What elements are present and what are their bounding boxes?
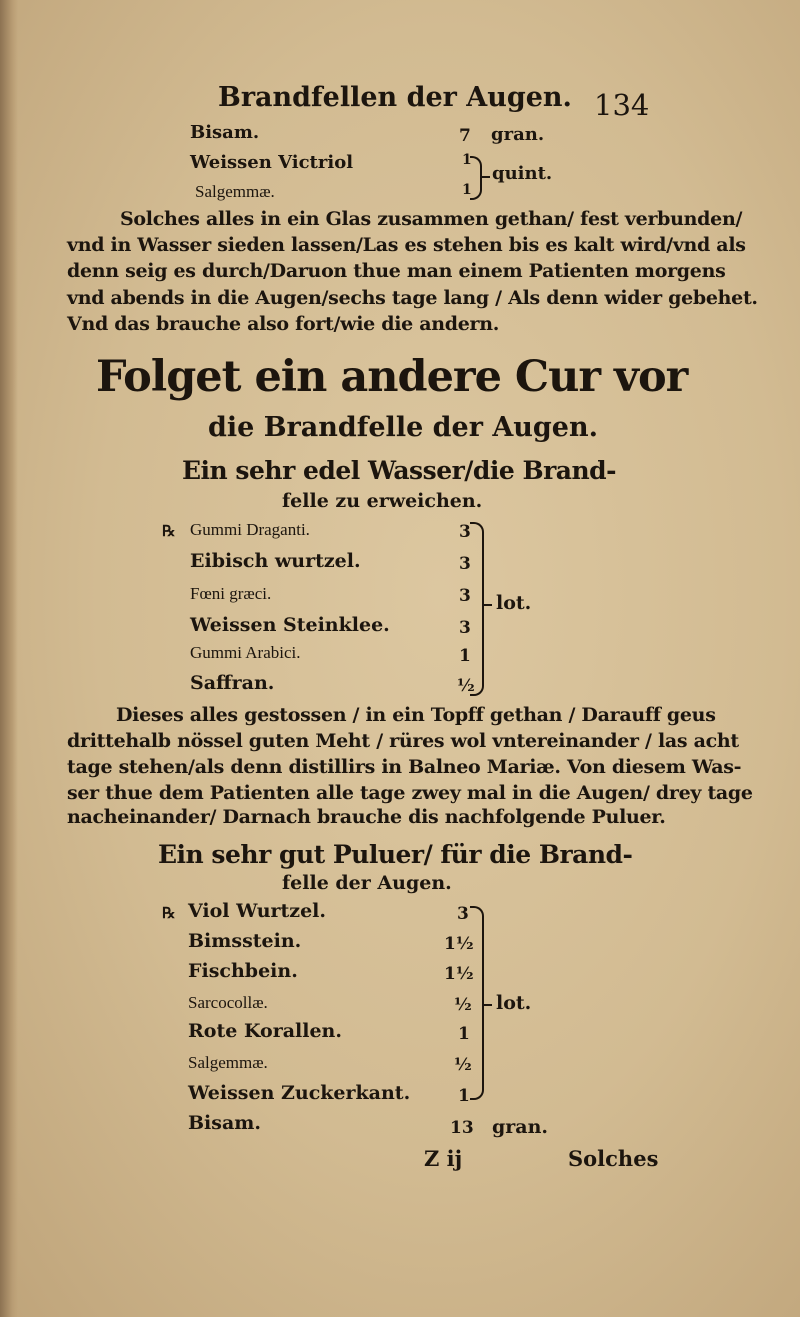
recipe-title-cont: felle zu erweichen. [282,490,483,512]
ingredient-qty: ½ [454,1055,472,1075]
ingredient-name: Bimsstein. [188,930,302,952]
ingredient-name: Eibisch wurtzel. [190,550,361,572]
paragraph-line: vnd in Wasser sieden lassen/Las es stehen bis es kalt wird/vnd als [67,234,746,256]
brace [470,522,484,696]
ingredient-qty: 1½ [444,934,474,954]
paragraph-line: ser thue dem Patienten alle tage zwey mal in die Augen/ drey tage [67,782,753,804]
ingredient-qty: 7 [459,126,471,146]
recipe-title: Ein sehr edel Wasser/die Brand- [182,456,617,485]
brace-point [482,1004,492,1006]
ingredient-qty: ½ [457,676,475,696]
brace-point [480,176,490,178]
running-title: Brandfellen der Augen. [218,82,572,113]
catchword: Solches [568,1146,659,1171]
ingredient-name: Salgemmæ. [188,1053,268,1072]
section-subheading: die Brandfelle der Augen. [208,412,598,443]
paragraph-line: Vnd das brauche also fort/wie die andern. [67,313,500,335]
paragraph-line: drittehalb nössel guten Meht / rüres wol vntereinander / las acht [67,730,739,752]
signature-mark: Z ij [424,1146,463,1171]
ingredient-name: Bisam. [190,122,260,143]
ingredient-name: Bisam. [188,1112,262,1134]
ingredient-qty: 1 [458,1086,470,1106]
unit-label: gran. [492,1116,549,1138]
ingredient-name: Gummi Draganti. [190,520,310,539]
ingredient-name: Viol Wurtzel. [188,900,327,922]
ingredient-name: Rote Korallen. [188,1020,342,1042]
ingredient-qty: 1 [462,152,472,168]
recipe-symbol: ℞ [162,904,176,922]
ingredient-name: Saffran. [190,672,275,694]
ingredient-qty: 3 [459,554,471,574]
ingredient-name: Weissen Victriol [190,152,354,173]
paragraph-line: tage stehen/als denn distillirs in Balneo Mariæ. Von diesem Was- [67,756,742,778]
recipe-title-cont: felle der Augen. [282,872,452,894]
ingredient-qty: 13 [450,1118,474,1138]
brace [470,156,482,200]
paragraph-line: nacheinander/ Darnach brauche dis nachfolgende Puluer. [67,806,666,828]
ingredient-name: Sarcocollæ. [188,993,268,1012]
ingredient-qty: 3 [459,586,471,606]
ingredient-qty: 3 [459,522,471,542]
ingredient-qty: 3 [457,904,469,924]
paragraph-line: vnd abends in die Augen/sechs tage lang / Als denn wider gebehet. [67,287,758,309]
ingredient-name: Gummi Arabici. [190,643,301,662]
brace [470,906,484,1100]
brace-unit: lot. [496,592,532,614]
unit-label: gran. [491,124,545,145]
section-heading: Folget ein andere Cur vor [96,352,688,402]
ingredient-qty: 1 [459,646,471,666]
binding-gutter [0,0,18,1317]
ingredient-qty: ½ [454,995,472,1015]
paragraph-line: denn seig es durch/Daruon thue man einem Patienten morgens [67,260,726,282]
ingredient-name: Weissen Zuckerkant. [188,1082,411,1104]
recipe-title: Ein sehr gut Puluer/ für die Brand- [158,840,633,869]
ingredient-qty: 3 [459,618,471,638]
page-number: 134 [594,88,650,122]
paragraph-line: Solches alles in ein Glas zusammen gethan/ fest verbunden/ [120,208,743,230]
recipe-symbol: ℞ [162,522,176,540]
paragraph-line: Dieses alles gestossen / in ein Topff gethan / Darauff geus [116,704,716,726]
ingredient-name: Fœni græci. [190,584,272,603]
ingredient-qty: 1½ [444,964,474,984]
brace-point [482,604,492,606]
ingredient-name: Weissen Steinklee. [190,614,390,636]
ingredient-qty: 1 [458,1024,470,1044]
brace-unit: quint. [492,163,553,184]
ingredient-qty: 1 [462,182,472,198]
brace-unit: lot. [496,992,532,1014]
ingredient-name: Fischbein. [188,960,298,982]
ingredient-name: Salgemmæ. [195,182,275,201]
